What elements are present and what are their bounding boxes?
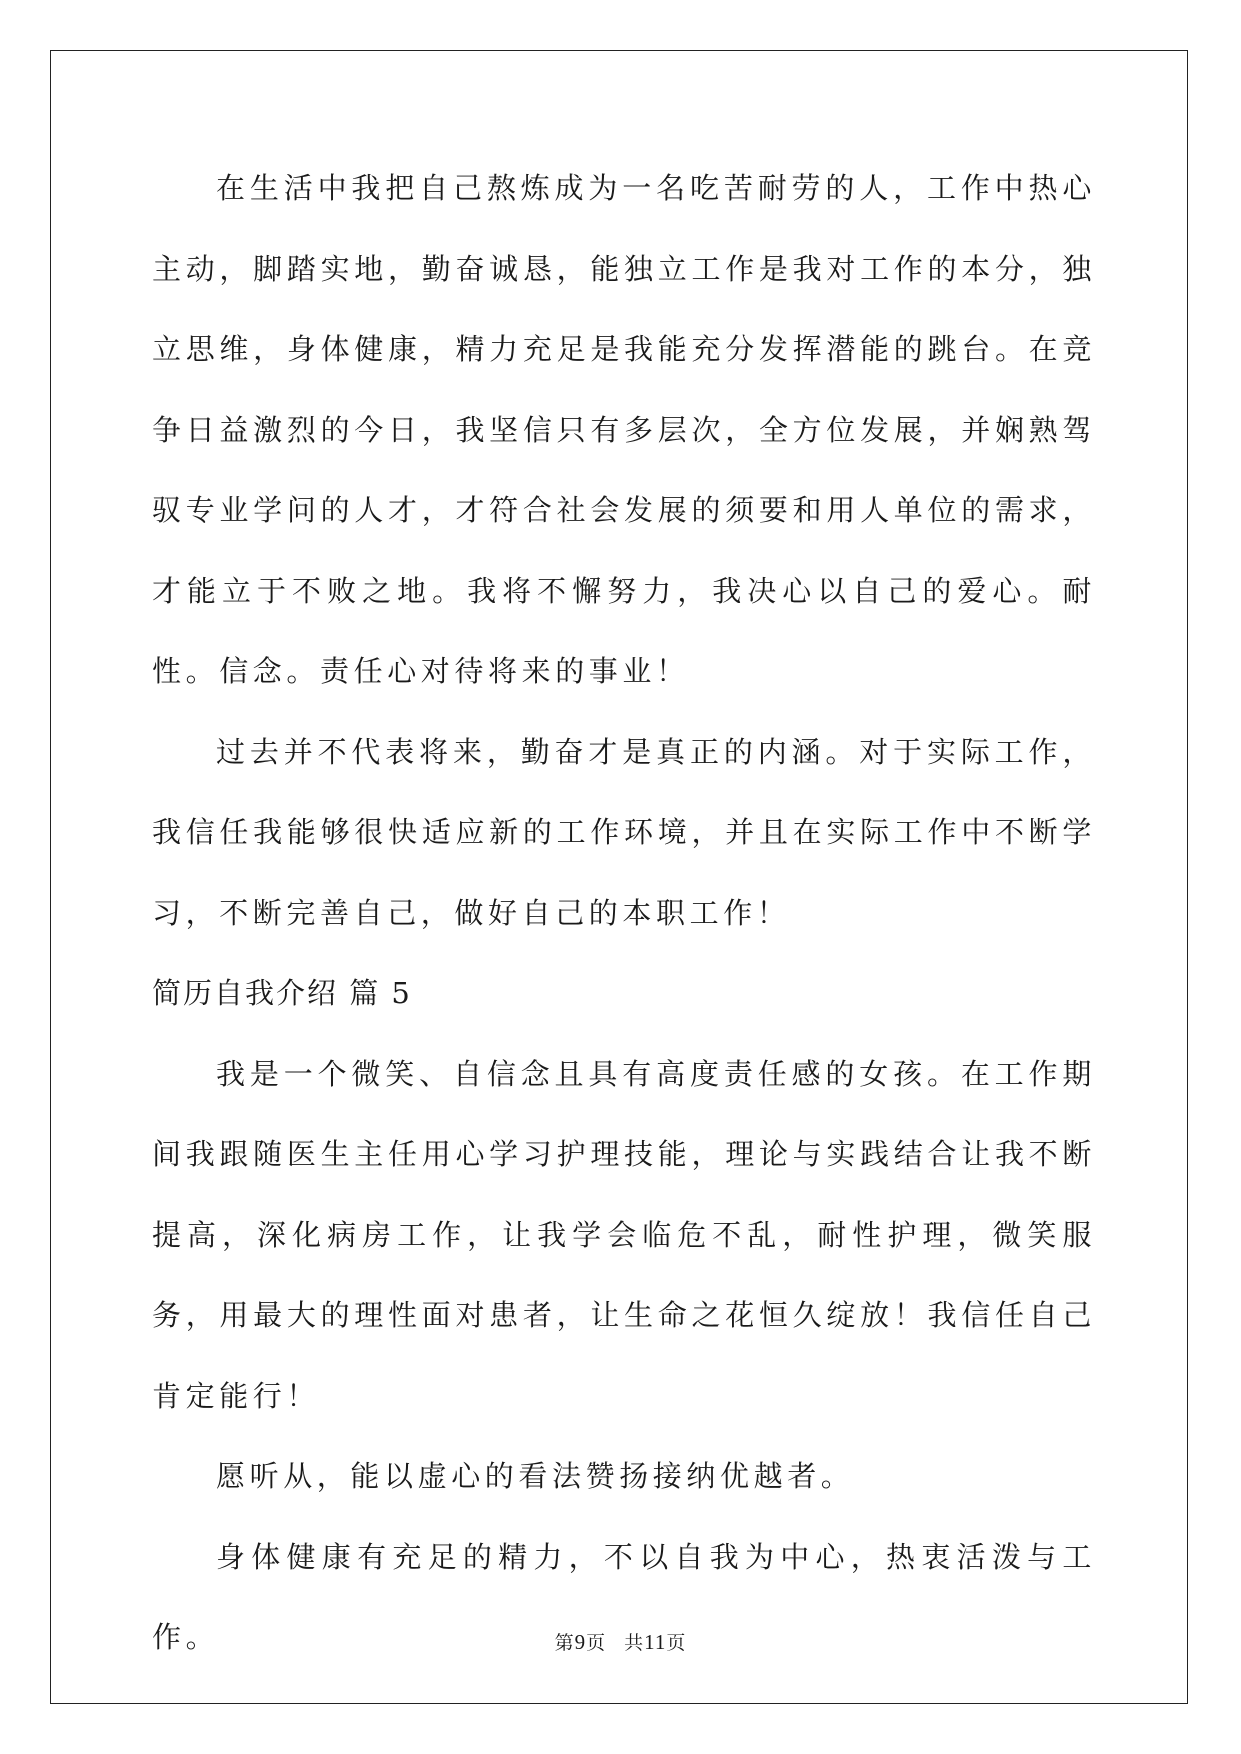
total-suffix: 页 [666, 1632, 687, 1654]
current-page-number: 9 [574, 1630, 587, 1654]
total-prefix: 共 [624, 1632, 645, 1654]
paragraph-3: 我是一个微笑、自信念且具有高度责任感的女孩。在工作期间我跟随医生主任用心学习护理技能，理论与实践结合让我不断提高，深化病房工作，让我学会临危不乱，耐性护理，微笑服务，用最大的理性面对患者，让生命之花恒久绽放！我信任自己肯定能行！ [152, 1056, 1096, 1413]
paragraph-4: 愿听从，能以虚心的看法赞扬接纳优越者。 [216, 1459, 855, 1493]
page-prefix: 第 [554, 1632, 575, 1654]
paragraph-1: 在生活中我把自己熬炼成为一名吃苦耐劳的人，工作中热心主动，脚踏实地，勤奋诚恳，能独立工作是我对工作的本分，独立思维，身体健康，精力充足是我能充分发挥潜能的跳台。在竞争日益激烈的今日，我坚信只有多层次，全方位发展，并娴熟驾驭专业学问的人才，才符合社会发展的须要和用人单位的需求，才能立于不败之地。我将不懈努力，我决心以自己的爱心。耐性。信念。责任心对待将来的事业！ [152, 171, 1096, 688]
page-suffix: 页 [586, 1632, 607, 1654]
document-body [152, 148, 1096, 1678]
page-footer [0, 1628, 1241, 1655]
paragraph-2: 过去并不代表将来，勤奋才是真正的内涵。对于实际工作，我信任我能够很快适应新的工作环境，并且在实际工作中不断学习，不断完善自己，做好自己的本职工作！ [152, 734, 1096, 930]
total-page-count: 11 [644, 1630, 667, 1654]
paragraph-5: 身体健康有充足的精力，不以自我为中心，热衷活泼与工作。 [152, 1539, 1096, 1654]
section-heading: 简历自我介绍 篇 5 [152, 976, 412, 1010]
